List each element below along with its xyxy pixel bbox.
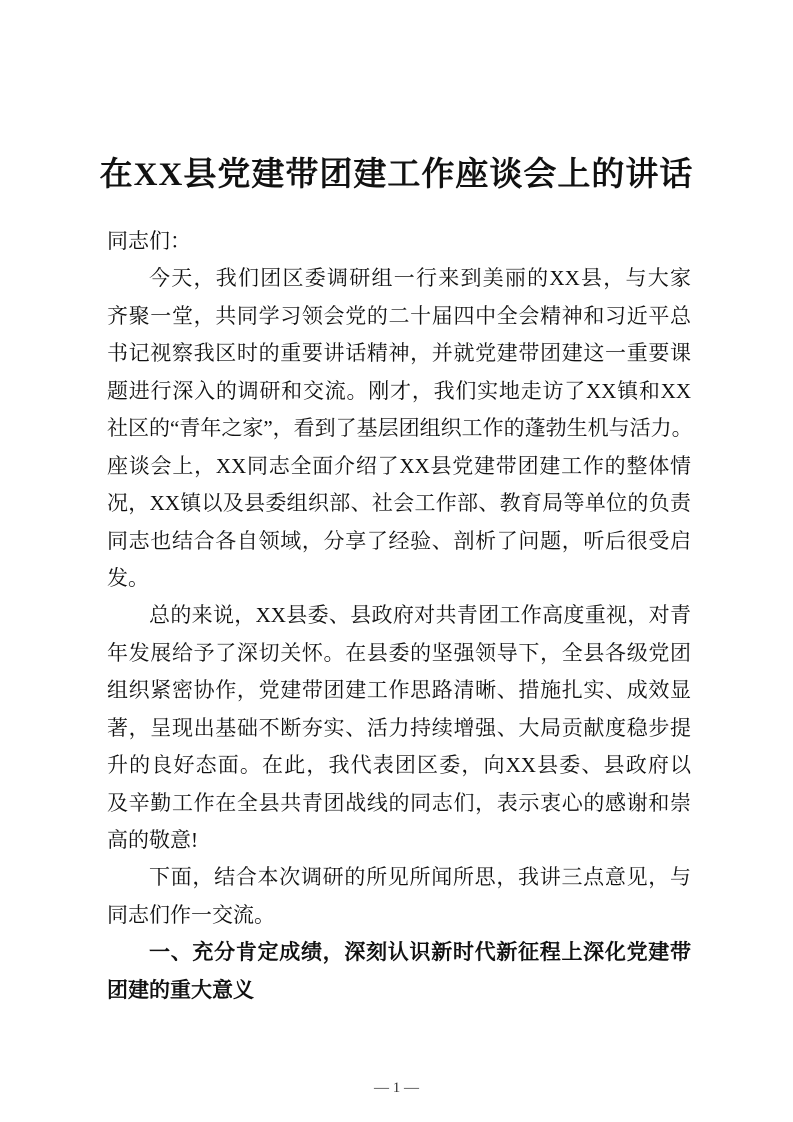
text-line: 座谈会上，XX同志全面介绍了XX县党建带团建工作的整体情 — [107, 453, 691, 478]
text-line: 高的敬意! — [107, 828, 198, 852]
text-line: 著，呈现出基础不断夯实、活力持续增强、大局贡献度稳步提 — [107, 715, 691, 740]
text-line: 升的良好态面。在此，我代表团区委，向XX县委、县政府以 — [107, 753, 691, 778]
salutation: 同志们： — [107, 229, 191, 253]
text-line: 社区的“青年之家”，看到了基层团组织工作的蓬勃生机与活力。 — [107, 416, 693, 441]
text-line: 年发展给予了深切关怀。在县委的坚强领导下，全县各级党团 — [107, 640, 691, 665]
text-line: 一、充分肯定成绩，深刻认识新时代新征程上深化党建带 — [149, 940, 691, 965]
section-heading — [107, 934, 691, 1009]
paragraph — [107, 260, 691, 597]
text-line: 团建的重大意义 — [107, 977, 254, 1002]
text-line: 齐聚一堂，共同学习领会党的二十届四中全会精神和习近平总 — [107, 303, 691, 328]
text-line: 况，XX镇以及县委组织部、社会工作部、教育局等单位的负责 — [107, 491, 691, 516]
text-line: 及辛勤工作在全县共青团战线的同志们，表示衷心的感谢和崇 — [107, 790, 691, 815]
page-number: — 1 — — [374, 1080, 419, 1096]
text-line: 书记视察我区时的重要讲话精神，并就党建带团建这一重要课 — [107, 341, 691, 366]
text-line: 今天，我们团区委调研组一行来到美丽的XX县，与大家 — [149, 266, 691, 291]
text-line: 发。 — [107, 565, 149, 590]
text-line: 总的来说，XX县委、县政府对共青团工作高度重视，对青 — [149, 603, 691, 628]
text-line: 同志们作一交流。 — [107, 902, 275, 927]
text-line: 下面，结合本次调研的所见所闻所思，我讲三点意见，与 — [149, 865, 691, 890]
document-title: 在XX县党建带团建工作座谈会上的讲话 — [99, 157, 694, 193]
text-line: 组织紧密协作，党建带团建工作思路清晰、措施扎实、成效显 — [107, 678, 691, 703]
text-line: 题进行深入的调研和交流。刚才，我们实地走访了XX镇和XX — [107, 378, 691, 403]
paragraph — [107, 859, 691, 934]
text-line: 同志也结合各自领域，分享了经验、剖析了问题，听后很受启 — [107, 528, 691, 553]
document-body — [107, 223, 691, 1009]
paragraph — [107, 597, 691, 859]
